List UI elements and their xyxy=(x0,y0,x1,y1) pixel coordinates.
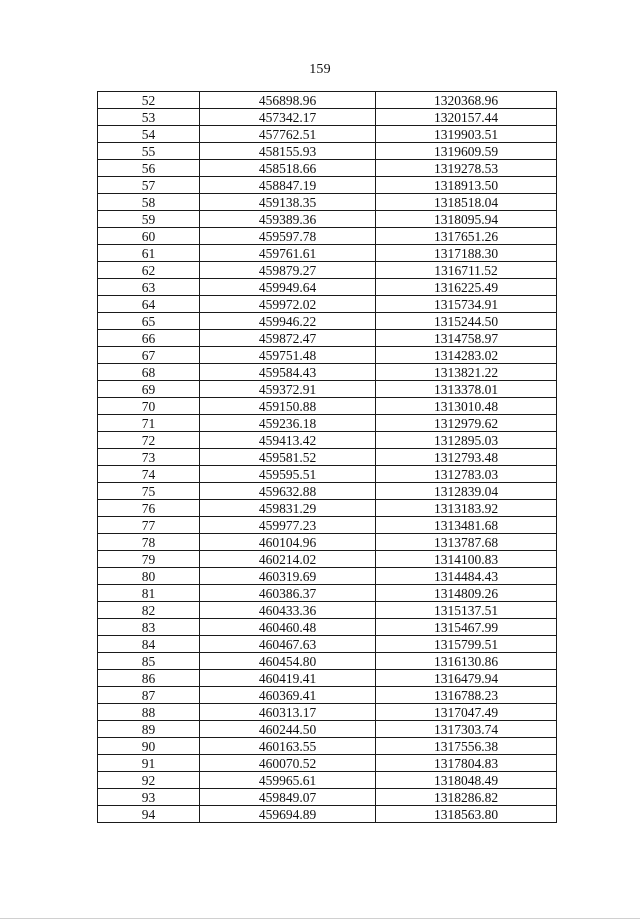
y-coordinate-cell: 1318048.49 xyxy=(376,772,557,789)
table-row xyxy=(98,500,557,517)
page-number: 159 xyxy=(309,62,331,77)
point-number-cell: 64 xyxy=(98,296,200,313)
y-coordinate-cell: 1316788.23 xyxy=(376,687,557,704)
point-number-cell: 75 xyxy=(98,483,200,500)
table-row xyxy=(98,568,557,585)
point-number-cell: 88 xyxy=(98,704,200,721)
y-coordinate-cell: 1315137.51 xyxy=(376,602,557,619)
table-row xyxy=(98,126,557,143)
table-row xyxy=(98,466,557,483)
point-number-cell: 63 xyxy=(98,279,200,296)
y-coordinate-cell: 1314283.02 xyxy=(376,347,557,364)
y-coordinate-cell: 1318095.94 xyxy=(376,211,557,228)
point-number-cell: 81 xyxy=(98,585,200,602)
coordinates-table-body xyxy=(98,92,557,823)
y-coordinate-cell: 1315734.91 xyxy=(376,296,557,313)
point-number-cell: 86 xyxy=(98,670,200,687)
x-coordinate-cell: 459236.18 xyxy=(200,415,376,432)
table-row xyxy=(98,653,557,670)
table-row xyxy=(98,517,557,534)
x-coordinate-cell: 459965.61 xyxy=(200,772,376,789)
y-coordinate-cell: 1316225.49 xyxy=(376,279,557,296)
x-coordinate-cell: 459150.88 xyxy=(200,398,376,415)
table-row xyxy=(98,585,557,602)
point-number-cell: 62 xyxy=(98,262,200,279)
y-coordinate-cell: 1314809.26 xyxy=(376,585,557,602)
table-row xyxy=(98,721,557,738)
y-coordinate-cell: 1318518.04 xyxy=(376,194,557,211)
point-number-cell: 90 xyxy=(98,738,200,755)
x-coordinate-cell: 459694.89 xyxy=(200,806,376,823)
x-coordinate-cell: 460070.52 xyxy=(200,755,376,772)
point-number-cell: 53 xyxy=(98,109,200,126)
y-coordinate-cell: 1316711.52 xyxy=(376,262,557,279)
y-coordinate-cell: 1313010.48 xyxy=(376,398,557,415)
point-number-cell: 72 xyxy=(98,432,200,449)
y-coordinate-cell: 1312793.48 xyxy=(376,449,557,466)
x-coordinate-cell: 460454.80 xyxy=(200,653,376,670)
x-coordinate-cell: 459389.36 xyxy=(200,211,376,228)
point-number-cell: 78 xyxy=(98,534,200,551)
x-coordinate-cell: 459977.23 xyxy=(200,517,376,534)
table-row xyxy=(98,704,557,721)
table-row xyxy=(98,398,557,415)
x-coordinate-cell: 457762.51 xyxy=(200,126,376,143)
point-number-cell: 54 xyxy=(98,126,200,143)
coordinates-table xyxy=(97,91,557,823)
point-number-cell: 57 xyxy=(98,177,200,194)
point-number-cell: 94 xyxy=(98,806,200,823)
table-row xyxy=(98,738,557,755)
table-row xyxy=(98,449,557,466)
y-coordinate-cell: 1313378.01 xyxy=(376,381,557,398)
table-row xyxy=(98,381,557,398)
y-coordinate-cell: 1320368.96 xyxy=(376,92,557,109)
x-coordinate-cell: 459595.51 xyxy=(200,466,376,483)
table-row xyxy=(98,364,557,381)
x-coordinate-cell: 460369.41 xyxy=(200,687,376,704)
table-row xyxy=(98,347,557,364)
point-number-cell: 89 xyxy=(98,721,200,738)
table-row xyxy=(98,296,557,313)
table-row xyxy=(98,636,557,653)
point-number-cell: 84 xyxy=(98,636,200,653)
x-coordinate-cell: 459413.42 xyxy=(200,432,376,449)
x-coordinate-cell: 460163.55 xyxy=(200,738,376,755)
page-bottom-edge xyxy=(0,918,640,919)
x-coordinate-cell: 459831.29 xyxy=(200,500,376,517)
y-coordinate-cell: 1318286.82 xyxy=(376,789,557,806)
table-row xyxy=(98,194,557,211)
y-coordinate-cell: 1313821.22 xyxy=(376,364,557,381)
point-number-cell: 85 xyxy=(98,653,200,670)
y-coordinate-cell: 1314100.83 xyxy=(376,551,557,568)
y-coordinate-cell: 1315467.99 xyxy=(376,619,557,636)
table-row xyxy=(98,228,557,245)
table-row xyxy=(98,602,557,619)
y-coordinate-cell: 1318563.80 xyxy=(376,806,557,823)
x-coordinate-cell: 459972.02 xyxy=(200,296,376,313)
point-number-cell: 73 xyxy=(98,449,200,466)
point-number-cell: 74 xyxy=(98,466,200,483)
x-coordinate-cell: 459872.47 xyxy=(200,330,376,347)
y-coordinate-cell: 1312783.03 xyxy=(376,466,557,483)
y-coordinate-cell: 1320157.44 xyxy=(376,109,557,126)
y-coordinate-cell: 1313183.92 xyxy=(376,500,557,517)
x-coordinate-cell: 459761.61 xyxy=(200,245,376,262)
x-coordinate-cell: 460313.17 xyxy=(200,704,376,721)
y-coordinate-cell: 1314484.43 xyxy=(376,568,557,585)
point-number-cell: 70 xyxy=(98,398,200,415)
x-coordinate-cell: 459879.27 xyxy=(200,262,376,279)
point-number-cell: 60 xyxy=(98,228,200,245)
point-number-cell: 52 xyxy=(98,92,200,109)
point-number-cell: 65 xyxy=(98,313,200,330)
x-coordinate-cell: 460104.96 xyxy=(200,534,376,551)
table-row xyxy=(98,619,557,636)
x-coordinate-cell: 459584.43 xyxy=(200,364,376,381)
y-coordinate-cell: 1313481.68 xyxy=(376,517,557,534)
x-coordinate-cell: 458518.66 xyxy=(200,160,376,177)
point-number-cell: 68 xyxy=(98,364,200,381)
table-row xyxy=(98,330,557,347)
table-row xyxy=(98,789,557,806)
table-row xyxy=(98,143,557,160)
y-coordinate-cell: 1316130.86 xyxy=(376,653,557,670)
x-coordinate-cell: 459581.52 xyxy=(200,449,376,466)
table-row xyxy=(98,177,557,194)
x-coordinate-cell: 459597.78 xyxy=(200,228,376,245)
x-coordinate-cell: 460467.63 xyxy=(200,636,376,653)
table-row xyxy=(98,806,557,823)
y-coordinate-cell: 1319278.53 xyxy=(376,160,557,177)
y-coordinate-cell: 1317804.83 xyxy=(376,755,557,772)
x-coordinate-cell: 459138.35 xyxy=(200,194,376,211)
y-coordinate-cell: 1315244.50 xyxy=(376,313,557,330)
point-number-cell: 61 xyxy=(98,245,200,262)
y-coordinate-cell: 1312839.04 xyxy=(376,483,557,500)
point-number-cell: 91 xyxy=(98,755,200,772)
point-number-cell: 80 xyxy=(98,568,200,585)
table-row xyxy=(98,551,557,568)
point-number-cell: 87 xyxy=(98,687,200,704)
point-number-cell: 55 xyxy=(98,143,200,160)
y-coordinate-cell: 1317188.30 xyxy=(376,245,557,262)
y-coordinate-cell: 1314758.97 xyxy=(376,330,557,347)
x-coordinate-cell: 460433.36 xyxy=(200,602,376,619)
x-coordinate-cell: 459946.22 xyxy=(200,313,376,330)
y-coordinate-cell: 1318913.50 xyxy=(376,177,557,194)
y-coordinate-cell: 1317651.26 xyxy=(376,228,557,245)
x-coordinate-cell: 460319.69 xyxy=(200,568,376,585)
x-coordinate-cell: 458847.19 xyxy=(200,177,376,194)
x-coordinate-cell: 456898.96 xyxy=(200,92,376,109)
y-coordinate-cell: 1315799.51 xyxy=(376,636,557,653)
x-coordinate-cell: 459632.88 xyxy=(200,483,376,500)
x-coordinate-cell: 459849.07 xyxy=(200,789,376,806)
point-number-cell: 71 xyxy=(98,415,200,432)
table-row xyxy=(98,109,557,126)
point-number-cell: 59 xyxy=(98,211,200,228)
point-number-cell: 77 xyxy=(98,517,200,534)
x-coordinate-cell: 460460.48 xyxy=(200,619,376,636)
table-row xyxy=(98,245,557,262)
x-coordinate-cell: 460214.02 xyxy=(200,551,376,568)
point-number-cell: 83 xyxy=(98,619,200,636)
point-number-cell: 82 xyxy=(98,602,200,619)
table-row xyxy=(98,534,557,551)
table-row xyxy=(98,313,557,330)
table-row xyxy=(98,755,557,772)
point-number-cell: 58 xyxy=(98,194,200,211)
x-coordinate-cell: 459751.48 xyxy=(200,347,376,364)
table-row xyxy=(98,262,557,279)
table-row xyxy=(98,279,557,296)
table-row xyxy=(98,483,557,500)
point-number-cell: 79 xyxy=(98,551,200,568)
point-number-cell: 76 xyxy=(98,500,200,517)
x-coordinate-cell: 458155.93 xyxy=(200,143,376,160)
point-number-cell: 66 xyxy=(98,330,200,347)
point-number-cell: 56 xyxy=(98,160,200,177)
point-number-cell: 69 xyxy=(98,381,200,398)
table-row xyxy=(98,670,557,687)
point-number-cell: 92 xyxy=(98,772,200,789)
table-row xyxy=(98,160,557,177)
table-row xyxy=(98,415,557,432)
y-coordinate-cell: 1312895.03 xyxy=(376,432,557,449)
y-coordinate-cell: 1317556.38 xyxy=(376,738,557,755)
table-row xyxy=(98,432,557,449)
x-coordinate-cell: 457342.17 xyxy=(200,109,376,126)
point-number-cell: 93 xyxy=(98,789,200,806)
y-coordinate-cell: 1317303.74 xyxy=(376,721,557,738)
y-coordinate-cell: 1312979.62 xyxy=(376,415,557,432)
x-coordinate-cell: 460386.37 xyxy=(200,585,376,602)
table-row xyxy=(98,92,557,109)
y-coordinate-cell: 1313787.68 xyxy=(376,534,557,551)
table-row xyxy=(98,687,557,704)
x-coordinate-cell: 460419.41 xyxy=(200,670,376,687)
x-coordinate-cell: 460244.50 xyxy=(200,721,376,738)
x-coordinate-cell: 459372.91 xyxy=(200,381,376,398)
x-coordinate-cell: 459949.64 xyxy=(200,279,376,296)
table-row xyxy=(98,211,557,228)
point-number-cell: 67 xyxy=(98,347,200,364)
y-coordinate-cell: 1319903.51 xyxy=(376,126,557,143)
table-row xyxy=(98,772,557,789)
y-coordinate-cell: 1317047.49 xyxy=(376,704,557,721)
y-coordinate-cell: 1316479.94 xyxy=(376,670,557,687)
y-coordinate-cell: 1319609.59 xyxy=(376,143,557,160)
